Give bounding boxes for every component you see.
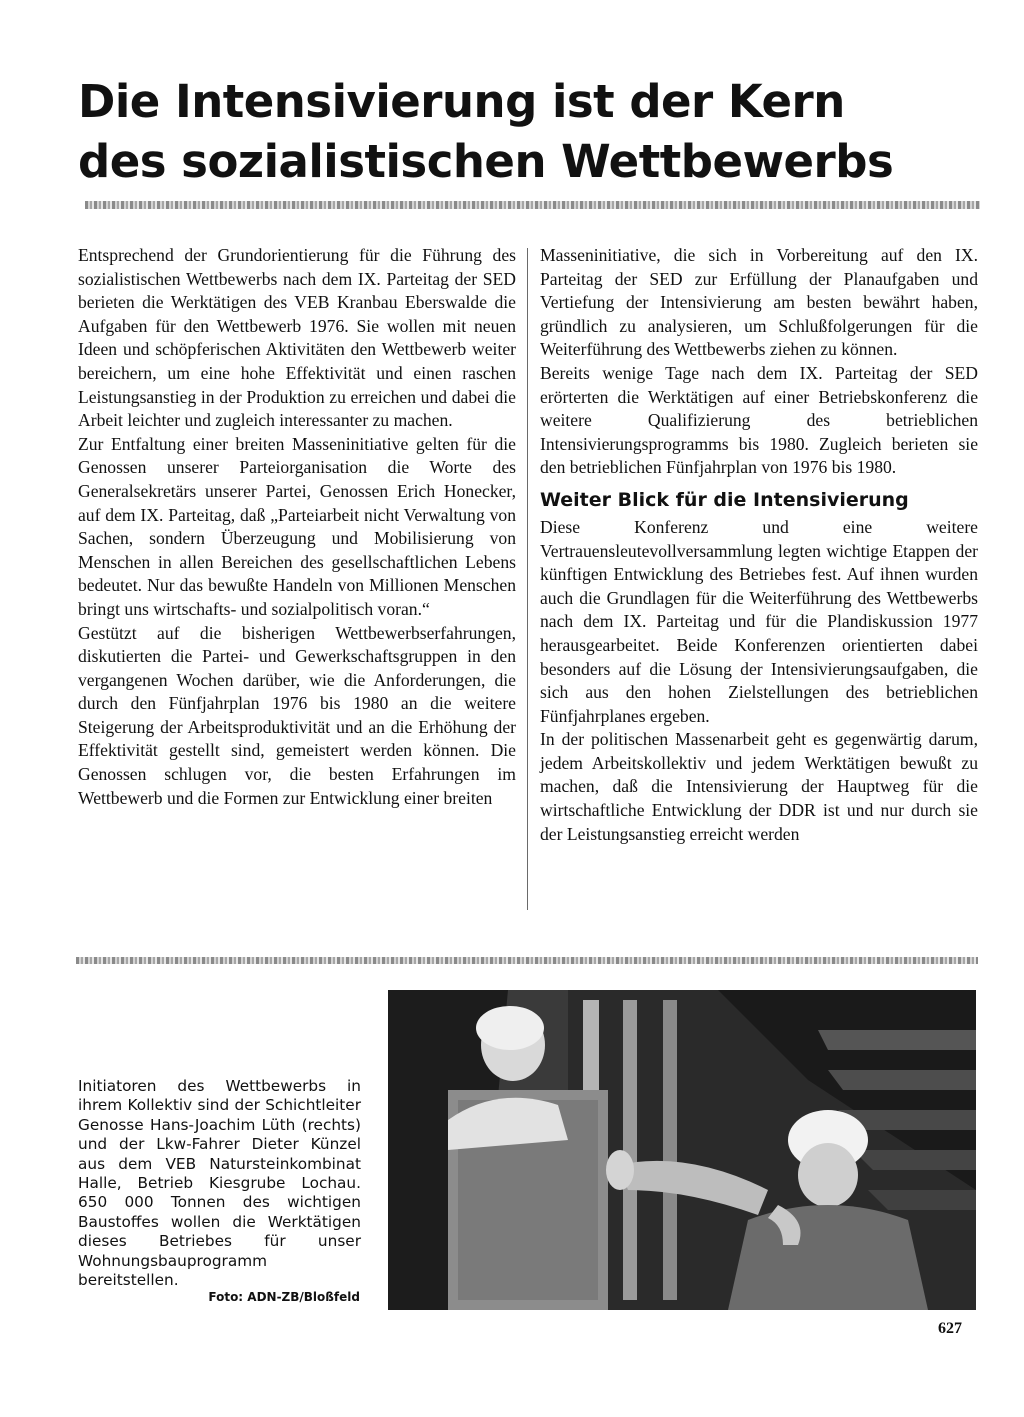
- photo-workers-at-truck: [388, 990, 976, 1310]
- paragraph: Gestützt auf die bisherigen Wettbewerbserfahrungen, diskutierten die Partei- und Gewerkschaftsgruppen in den vergangenen Wochen darüber, wie die Anforderungen, die durch den Fünfjahrplan 1976 bis 1980 an die weitere Steigerung der Arbeitsproduktivität und an die Erhöhung der Effektivität gestellt sind, gemeistert werden können. Die Genossen schlugen vor, die besten Erfahrungen im Wettbewerb und die Formen zur Entwicklung einer breiten: [78, 622, 516, 808]
- page-number: 627: [938, 1320, 962, 1337]
- column-divider: [527, 248, 528, 910]
- photo-credit: Foto: ADN-ZB/Bloßfeld: [208, 1290, 360, 1304]
- headline-line-1: Die Intensivierung ist der Kern: [78, 75, 845, 128]
- right-text-column: [540, 244, 978, 846]
- left-text-column: [78, 244, 516, 810]
- top-dotted-rule: [85, 201, 980, 209]
- section-subheading: Weiter Blick für die Intensivierung: [540, 488, 909, 511]
- article-headline: [78, 72, 958, 192]
- photo-illustration: [388, 990, 976, 1310]
- photo-caption: Initiatoren des Wettbewerbs in ihrem Kollektiv sind der Schichtleiter Genosse Hans-Joachim Lüth (rechts) und der Lkw-Fahrer Dieter Künzel aus dem VEB Natursteinkombinat Halle, Betrieb Kiesgrube Lochau. 650 000 Tonnen des wichtigen Baustoffes wollen die Werktätigen dieses Betriebes für unser Wohnungsbauprogramm bereitstellen.: [78, 1077, 361, 1290]
- middle-dotted-rule: [76, 957, 978, 964]
- headline-line-2: des sozialistischen Wettbewerbs: [78, 135, 894, 188]
- paragraph: Entsprechend der Grundorientierung für die Führung des sozialistischen Wettbewerbs nach dem IX. Parteitag der SED berieten die Werktätigen des VEB Kranbau Eberswalde die Aufgaben für den Wettbewerb 1976. Sie wollen mit neuen Ideen und schöpferischen Aktivitäten den Wettbewerb weiter bereichern, um eine hohe Effektivität und einen raschen Leistungsanstieg in der Produktion zu erreichen und dabei die Arbeit leichter und zugleich interessanter zu machen.: [78, 245, 516, 431]
- paragraph: Masseninitiative, die sich in Vorbereitung auf den IX. Parteitag der SED zur Erfüllung der Planaufgaben und Vertiefung der Intensivierung am besten bewährt haben, gründlich zu analysieren, um Schlußfolgerungen für die Weiterführung des Wettbewerbs ziehen zu können.: [540, 245, 978, 360]
- paragraph: Bereits wenige Tage nach dem IX. Parteitag der SED erörterten die Werktätigen auf einer Betriebskonferenz die weitere Qualifizierung des betrieblichen Intensivierungsprogramms bis 1980. Zugleich berieten sie den betrieblichen Fünfjahrplan von 1976 bis 1980.: [540, 362, 978, 478]
- paragraph: Diese Konferenz und eine weitere Vertrauensleutevollversammlung legten wichtige Etappen der künftigen Entwicklung des Betriebes fest. Auf ihnen wurden auch die Grundlagen für die Weiterführung des Wettbewerbs nach dem IX. Parteitag und für die Plandiskussion 1977 herausgearbeitet. Beide Konferenzen orientierten dabei besonders auf die Lösung der Intensivierungsaufgaben, die sich aus den hohen Zielstellungen des betrieblichen Fünfjahrplanes ergeben.: [540, 516, 978, 726]
- paragraph: In der politischen Massenarbeit geht es gegenwärtig darum, jedem Arbeitskollektiv und jedem Werktätigen bewußt zu machen, daß die Intensivierung der Hauptweg für die wirtschaftliche Entwicklung der DDR ist und nur durch sie der Leistungsanstieg erreicht werden: [540, 729, 978, 844]
- paragraph: Zur Entfaltung einer breiten Masseninitiative gelten für die Genossen unserer Parteiorganisation die Worte des Generalsekretärs unserer Partei, Genossen Erich Honecker, auf dem IX. Parteitag, daß „Parteiarbeit nicht Verwaltung von Sachen, sondern Überzeugung und Mobilisierung von Menschen in allen Bereichen des gesellschaftlichen Lebens bedeutet. Nur das bewußte Handeln von Millionen Menschen bringt uns wirtschafts- und sozialpolitisch voran.“: [78, 433, 516, 619]
